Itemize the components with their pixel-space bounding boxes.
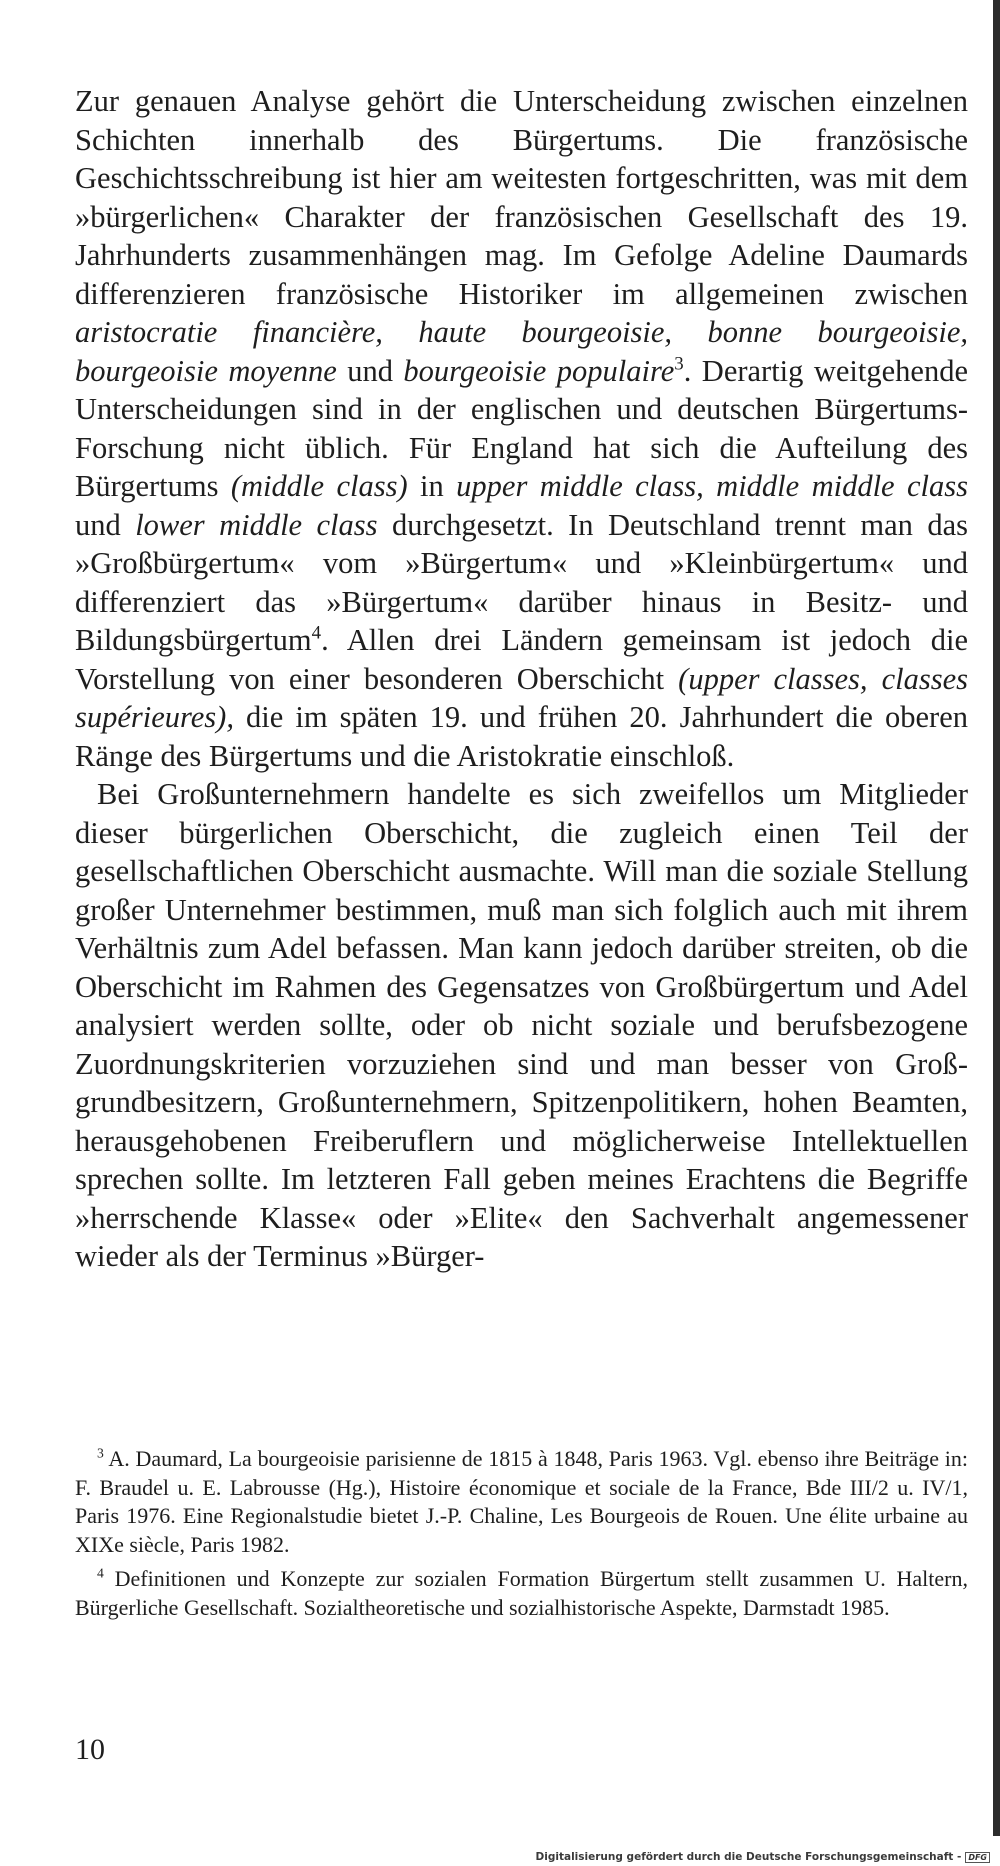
footnote-number: 3: [97, 1445, 104, 1461]
footnotes: [75, 1445, 968, 1628]
italic-run: aristocratie financière, haute bourgeoisie, bonne bourgeoisie, bourgeoisie moyenne: [75, 315, 968, 388]
footnote-3: [75, 1445, 968, 1559]
dfg-logo: DFG: [965, 1852, 990, 1863]
italic-run: upper middle class, middle middle class: [456, 469, 968, 503]
text-run: . Allen drei Ländern gemeinsam ist jedoch die Vorstellung von einer besonderen Oberschicht: [75, 623, 968, 696]
italic-run: bourgeoisie populaire: [403, 353, 675, 388]
text-run: in: [407, 469, 457, 503]
footnote-ref[interactable]: 3: [674, 352, 684, 374]
italic-run: lower middle class: [135, 507, 378, 542]
digitization-credit: [536, 1851, 990, 1863]
credit-text: Digitalisierung gefördert durch die Deutsche Forschungsgemeinschaft -: [535, 1851, 962, 1863]
text-run: Bei Großunternehmern handelte es sich zweifellos um Mitglieder dieser bürgerlichen Oberschicht, die zugleich einen Teil der gesellschaftlichen Oberschicht ausmachte. Will man die soziale Stellung großer Unternehmer bestimmen, muß man sich folglich auch mit ihrem Verhältnis zum Adel befassen. Man kann jedoch darüber streiten, ob die Oberschicht im Rahmen des Gegensatzes von Großbürgertum und Adel analysiert werden sollte, oder ob nicht soziale und berufsbezogene Zuordnungskriterien vorzuziehen sind und man besser von Großgrundbesitzern, Großunternehmern, Spitzenpolitikern, hohen Beamten, herausgehobenen Freiberuflern und möglicherweise Intellektuellen sprechen sollte. Im letzteren Fall geben meines Erachtens die Begriffe »herrschende Klasse« oder »Elite« den Sachverhalt angemessener wieder als der Terminus »Bürger-: [75, 777, 968, 1273]
footnote-text: Definitionen und Konzepte zur sozialen Formation Bürgertum stellt zusammen U. Haltern, Bürgerliche Gesellschaft. Sozialtheoretische und sozialhistorische Aspekte, Darmstadt 1985.: [75, 1566, 968, 1620]
footnote-text: A. Daumard, La bourgeoisie parisienne de 1815 à 1848, Paris 1963. Vgl. ebenso ihre Beiträge in: F. Braudel u. E. Labrousse (Hg.), Histoire économique et sociale de la France, Bde III/2 u. IV/1, Paris 1976. Eine Regionalstudie bietet J.-P. Chaline, Les Bourgeois de Rouen. Une élite urbaine au XIXe siècle, Paris 1982.: [75, 1446, 968, 1557]
footnote-number: 4: [97, 1565, 104, 1581]
paragraph-1: [75, 82, 968, 775]
page-number: 10: [75, 1733, 105, 1766]
scan-edge-shadow: [993, 0, 1000, 1836]
paragraph-2: [75, 775, 968, 1276]
text-run: und: [75, 507, 136, 542]
footnote-4: [75, 1565, 968, 1622]
italic-run: (middle class): [230, 469, 408, 503]
text-run: durchgesetzt. In Deutschland trennt man das »Großbürgertum« vom »Bürgertum« und »Kleinbürgertum« und differenziert das »Bürgertum« darüber hinaus in Besitz- und Bildungsbürgertum: [75, 507, 969, 657]
text-run: die im späten 19. und frühen 20. Jahrhundert die oberen Ränge des Bürgertums und die Aristokratie einschloß.: [75, 700, 968, 773]
footnote-ref[interactable]: 4: [311, 622, 322, 644]
text-run: Zur genauen Analyse gehört die Unterscheidung zwischen einzelnen Schichten innerhalb des Bürgertums. Die französische Geschichtsschreibung ist hier am weitesten fortgeschritten, was mit dem »bürgerlichen« Charakter der französischen Gesellschaft des 19. Jahrhunderts zusammenhängen mag. Im Gefolge Adeline Daumards differenzieren französische Historiker im allgemeinen zwischen: [75, 84, 968, 311]
body-text: [75, 82, 968, 1276]
text-run: . Derartig weitgehende Unterscheidungen sind in der englischen und deutschen Bürgertums-Forschung nicht üblich. Für England hat sich die Aufteilung des Bürgertums: [75, 353, 968, 503]
italic-run: (upper classes, classes supérieures),: [75, 661, 968, 734]
text-run: und: [336, 353, 404, 388]
